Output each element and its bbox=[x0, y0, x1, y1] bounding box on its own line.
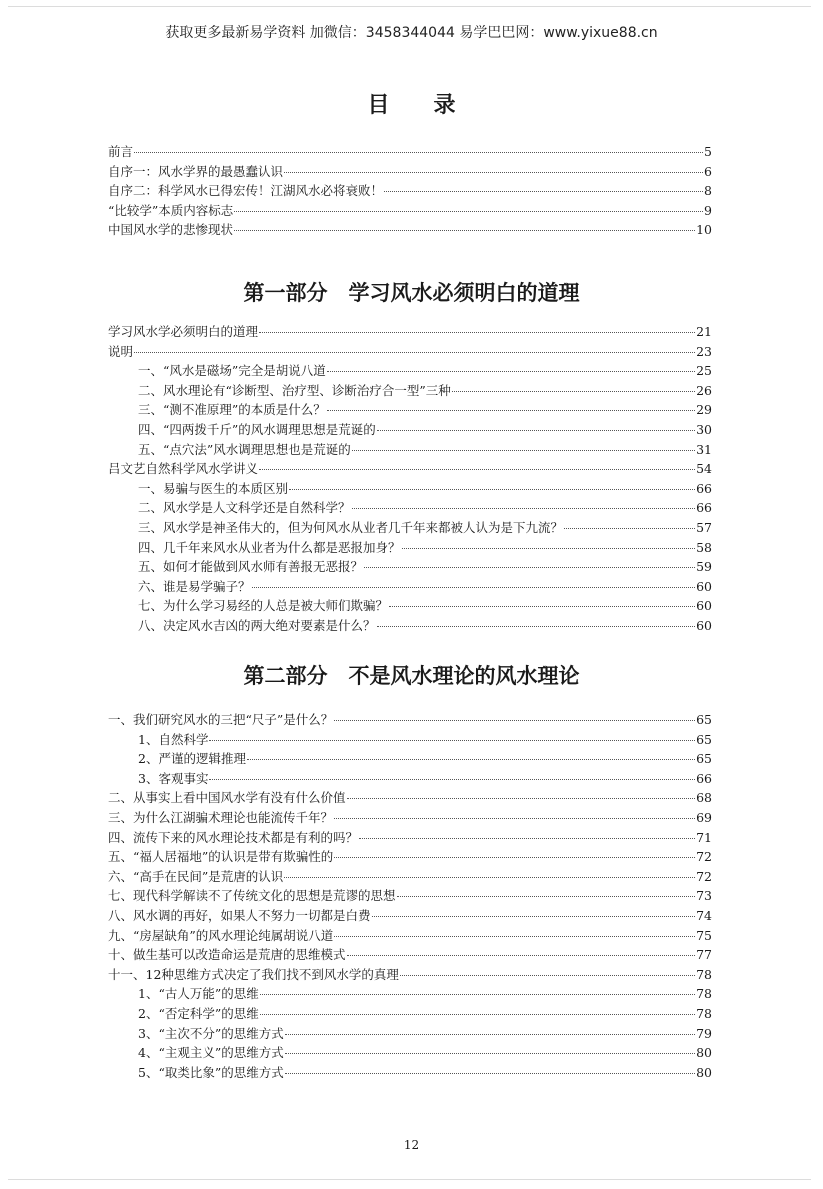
toc-entry-page: 69 bbox=[696, 809, 712, 825]
toc-entry-page: 66 bbox=[696, 770, 712, 786]
toc-entry[interactable] bbox=[108, 577, 712, 597]
dot-leader bbox=[134, 352, 695, 353]
toc-entry[interactable] bbox=[108, 808, 712, 828]
toc-entry-title: 三、“测不准原理”的本质是什么？ bbox=[138, 402, 326, 418]
toc-entry-page: 31 bbox=[696, 441, 712, 457]
dot-leader bbox=[364, 567, 695, 568]
toc-entry[interactable] bbox=[108, 1024, 712, 1044]
toc-entry-title: 5、“取类比象”的思维方式 bbox=[138, 1064, 284, 1080]
dot-leader bbox=[334, 936, 695, 937]
toc-entry-title: 1、自然科学 bbox=[138, 731, 209, 747]
toc-entry[interactable] bbox=[108, 342, 712, 362]
dot-leader bbox=[347, 955, 696, 956]
toc-entry[interactable] bbox=[108, 479, 712, 499]
toc-entry-page: 30 bbox=[696, 421, 712, 437]
toc-entry-page: 65 bbox=[696, 731, 712, 747]
toc-entry-page: 29 bbox=[696, 402, 712, 418]
toc-entry-page: 75 bbox=[696, 927, 712, 943]
toc-entry-title: 五、“福人居福地”的认识是带有欺骗性的 bbox=[108, 849, 334, 865]
toc-entry-page: 60 bbox=[696, 617, 712, 633]
toc-entry[interactable] bbox=[108, 847, 712, 867]
toc-entry-title: 2、“否定科学”的思维 bbox=[138, 1005, 259, 1021]
toc-entry[interactable] bbox=[108, 616, 712, 636]
toc-entry-title: 学习风水学必须明白的道理 bbox=[108, 324, 259, 339]
toc-entry-title: 3、客观事实 bbox=[138, 770, 209, 786]
dot-leader bbox=[284, 877, 695, 878]
dot-leader bbox=[285, 1053, 695, 1054]
dot-leader bbox=[260, 1014, 695, 1015]
toc-entry[interactable] bbox=[108, 984, 712, 1004]
toc-entry-title: 一、“风水是磁场”完全是胡说八道 bbox=[138, 363, 326, 379]
dot-leader bbox=[285, 1073, 695, 1074]
toc-entry-page: 9 bbox=[704, 202, 712, 218]
dot-leader bbox=[352, 508, 696, 509]
toc-entry-title: 中国风水学的悲惨现状 bbox=[108, 222, 234, 238]
page-header: 获取更多最新易学资料 加微信：3458344044 易学巴巴网：www.yixue88.cn bbox=[165, 25, 658, 41]
toc-entry-page: 23 bbox=[696, 343, 712, 359]
dot-leader bbox=[389, 606, 695, 607]
toc-entry-page: 59 bbox=[696, 559, 712, 575]
dot-leader bbox=[400, 975, 695, 976]
toc-entry[interactable] bbox=[108, 730, 712, 750]
dot-leader bbox=[334, 818, 695, 819]
toc-entry-page: 73 bbox=[696, 888, 712, 904]
dot-leader bbox=[247, 759, 695, 760]
toc-entry-title: 二、风水理论有“诊断型、治疗型、诊断治疗合一型”三种 bbox=[138, 382, 451, 398]
toc-entry-title: 七、为什么学习易经的人总是被大师们欺骗？ bbox=[138, 598, 389, 614]
dot-leader bbox=[327, 410, 695, 411]
toc-entry[interactable] bbox=[108, 381, 712, 401]
toc-entry-title: 说明 bbox=[108, 343, 134, 359]
dot-leader bbox=[402, 548, 696, 549]
toc-entry[interactable] bbox=[108, 162, 712, 182]
toc-entry-title: 一、我们研究风水的三把“尺子”是什么？ bbox=[108, 712, 334, 727]
toc-entry-page: 80 bbox=[696, 1064, 712, 1080]
toc-entry-page: 80 bbox=[696, 1045, 712, 1061]
toc-entry-page: 74 bbox=[696, 907, 712, 923]
toc-entry-page: 78 bbox=[696, 986, 712, 1002]
toc-entry-page: 8 bbox=[704, 183, 712, 199]
toc-entry[interactable] bbox=[108, 181, 712, 201]
toc-entry-page: 26 bbox=[696, 382, 712, 398]
dot-leader bbox=[252, 587, 696, 588]
part2-list bbox=[108, 710, 712, 1082]
toc-entry[interactable] bbox=[108, 220, 712, 240]
toc-entry-page: 68 bbox=[696, 790, 712, 806]
toc-entry-page: 66 bbox=[696, 500, 712, 516]
toc-entry-title: 2、严谨的逻辑推理 bbox=[138, 751, 246, 767]
toc-entry-page: 65 bbox=[696, 751, 712, 767]
page-edge-bottom bbox=[8, 1179, 811, 1180]
toc-entry-title: 七、现代科学解读不了传统文化的思想是荒谬的思想 bbox=[108, 888, 396, 904]
dot-leader bbox=[234, 230, 695, 231]
toc-entry[interactable] bbox=[108, 498, 712, 518]
dot-leader bbox=[334, 857, 695, 858]
dot-leader bbox=[372, 916, 696, 917]
toc-entry[interactable] bbox=[108, 710, 712, 730]
toc-entry-title: 四、几千年来风水从业者为什么都是恶报加身？ bbox=[138, 539, 401, 555]
toc-entry[interactable] bbox=[108, 201, 712, 221]
dot-leader bbox=[209, 779, 695, 780]
toc-entry[interactable] bbox=[108, 1004, 712, 1024]
toc-entry-title: 八、决定风水吉凶的两大绝对要素是什么？ bbox=[138, 617, 376, 633]
page-edge-top bbox=[8, 6, 811, 7]
toc-entry[interactable] bbox=[108, 945, 712, 965]
toc-entry[interactable] bbox=[108, 557, 712, 577]
toc-entry-page: 54 bbox=[696, 461, 712, 477]
toc-entry-title: 六、谁是易学骗子？ bbox=[138, 578, 251, 594]
dot-leader bbox=[134, 152, 703, 153]
toc-entry-page: 65 bbox=[696, 712, 712, 727]
toc-entry[interactable] bbox=[108, 538, 712, 558]
dot-leader bbox=[327, 371, 695, 372]
dot-leader bbox=[377, 626, 696, 627]
dot-leader bbox=[284, 172, 703, 173]
toc-entry-page: 60 bbox=[696, 578, 712, 594]
toc-entry-page: 5 bbox=[704, 144, 712, 159]
toc-entry-title: 二、风水学是人文科学还是自然科学？ bbox=[138, 500, 351, 516]
toc-entry-page: 21 bbox=[696, 324, 712, 339]
dot-leader bbox=[289, 489, 695, 490]
toc-entry[interactable] bbox=[108, 867, 712, 887]
toc-entry-page: 78 bbox=[696, 1005, 712, 1021]
toc-entry[interactable] bbox=[108, 926, 712, 946]
toc-entry-title: 三、为什么江湖骗术理论也能流传千年？ bbox=[108, 809, 334, 825]
part1-list bbox=[108, 322, 712, 636]
toc-entry-page: 71 bbox=[696, 829, 712, 845]
toc-entry[interactable] bbox=[108, 828, 712, 848]
toc-entry[interactable] bbox=[108, 1043, 712, 1063]
toc-entry-title: 五、如何才能做到风水师有善报无恶报？ bbox=[138, 559, 364, 575]
toc-entry[interactable] bbox=[108, 361, 712, 381]
toc-entry-title: 自序二：科学风水已得宏传！江湖风水必将衰败！ bbox=[108, 183, 384, 199]
toc-entry[interactable] bbox=[108, 886, 712, 906]
toc-entry[interactable] bbox=[108, 1063, 712, 1083]
toc-entry-title: 一、易骗与医生的本质区别 bbox=[138, 480, 289, 496]
toc-entry[interactable] bbox=[108, 788, 712, 808]
toc-entry-page: 25 bbox=[696, 363, 712, 379]
toc-entry[interactable] bbox=[108, 440, 712, 460]
toc-title: 目录 bbox=[367, 92, 500, 118]
toc-entry[interactable] bbox=[108, 965, 712, 985]
toc-entry[interactable] bbox=[108, 322, 712, 342]
toc-entry-page: 78 bbox=[696, 966, 712, 982]
toc-entry[interactable] bbox=[108, 906, 712, 926]
toc-entry-title: 二、从事实上看中国风水学有没有什么价值 bbox=[108, 790, 346, 806]
dot-leader bbox=[352, 450, 695, 451]
toc-entry[interactable] bbox=[108, 400, 712, 420]
toc-entry-page: 72 bbox=[696, 868, 712, 884]
dot-leader bbox=[564, 528, 695, 529]
dot-leader bbox=[260, 994, 695, 995]
toc-entry-title: 3、“主次不分”的思维方式 bbox=[138, 1025, 284, 1041]
toc-entry-title: “比较学”本质内容标志 bbox=[108, 202, 234, 218]
toc-entry-page: 6 bbox=[704, 163, 712, 179]
toc-entry-title: 三、风水学是神圣伟大的，但为何风水从业者几千年来都被人认为是下九流？ bbox=[138, 519, 564, 535]
toc-entry-title: 前言 bbox=[108, 144, 134, 159]
dot-leader bbox=[334, 720, 695, 721]
toc-entry-page: 77 bbox=[696, 947, 712, 963]
toc-entry-page: 79 bbox=[696, 1025, 712, 1041]
part1-title: 第一部分 学习风水必须明白的道理 bbox=[243, 280, 580, 305]
toc-entry-title: 四、“四两拨千斤”的风水调理思想是荒诞的 bbox=[138, 421, 376, 437]
dot-leader bbox=[259, 332, 695, 333]
toc-entry[interactable] bbox=[108, 596, 712, 616]
toc-entry-title: 四、流传下来的风水理论技术都是有利的吗？ bbox=[108, 829, 359, 845]
toc-entry-page: 72 bbox=[696, 849, 712, 865]
dot-leader bbox=[259, 469, 695, 470]
toc-entry-title: 十一、12种思维方式决定了我们找不到风水学的真理 bbox=[108, 966, 399, 982]
toc-entry-title: 八、风水调的再好，如果人不努力一切都是白费 bbox=[108, 907, 371, 923]
toc-entry-title: 五、“点穴法”风水调理思想也是荒诞的 bbox=[138, 441, 351, 457]
toc-entry[interactable] bbox=[108, 420, 712, 440]
toc-entry-title: 4、“主观主义”的思维方式 bbox=[138, 1045, 284, 1061]
toc-entry[interactable] bbox=[108, 769, 712, 789]
dot-leader bbox=[397, 896, 696, 897]
dot-leader bbox=[347, 798, 696, 799]
toc-entry-title: 九、“房屋缺角”的风水理论纯属胡说八道 bbox=[108, 927, 334, 943]
toc-entry-title: 十、做生基可以改造命运是荒唐的思维模式 bbox=[108, 947, 346, 963]
toc-entry[interactable] bbox=[108, 459, 712, 479]
part2-title: 第二部分 不是风水理论的风水理论 bbox=[243, 663, 580, 688]
toc-entry-page: 57 bbox=[696, 519, 712, 535]
toc-entry[interactable] bbox=[108, 142, 712, 162]
dot-leader bbox=[285, 1034, 695, 1035]
toc-entry[interactable] bbox=[108, 749, 712, 769]
dot-leader bbox=[452, 391, 695, 392]
toc-entry-page: 66 bbox=[696, 480, 712, 496]
toc-entry-page: 60 bbox=[696, 598, 712, 614]
dot-leader bbox=[209, 740, 695, 741]
toc-entry-page: 58 bbox=[696, 539, 712, 555]
dot-leader bbox=[377, 430, 695, 431]
toc-entry-page: 10 bbox=[696, 222, 712, 238]
dot-leader bbox=[359, 838, 695, 839]
dot-leader bbox=[384, 191, 703, 192]
toc-entry[interactable] bbox=[108, 518, 712, 538]
toc-entry-title: 六、“高手在民间”是荒唐的认识 bbox=[108, 868, 284, 884]
toc-entry-title: 吕文艺自然科学风水学讲义 bbox=[108, 461, 259, 477]
dot-leader bbox=[234, 211, 703, 212]
front-matter-list bbox=[108, 142, 712, 240]
page-number: 12 bbox=[403, 1138, 420, 1152]
toc-entry-title: 自序一：风水学界的最愚蠢认识 bbox=[108, 163, 284, 179]
toc-entry-title: 1、“古人万能”的思维 bbox=[138, 986, 259, 1002]
